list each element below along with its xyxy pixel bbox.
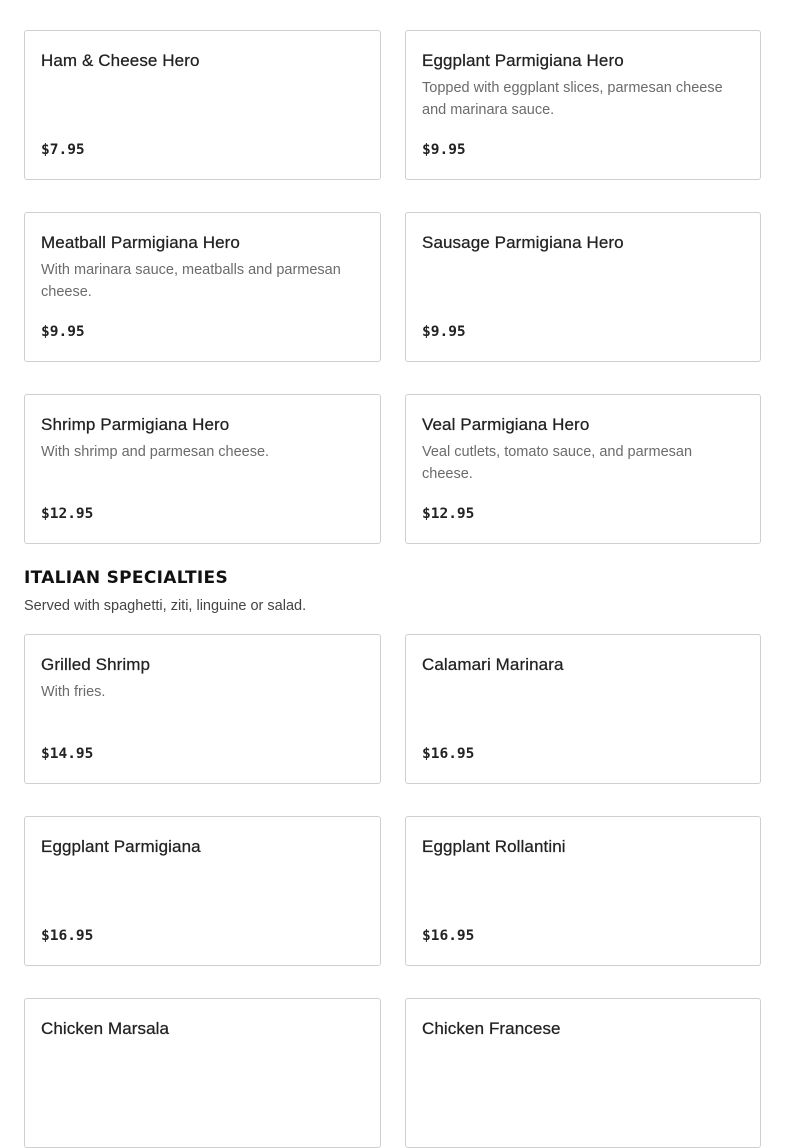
menu-item-name: Sausage Parmigiana Hero (422, 233, 624, 252)
menu-item-price: $7.95 (41, 142, 85, 158)
menu-item-price: $16.95 (41, 928, 94, 944)
menu-item-name: Meatball Parmigiana Hero (41, 233, 240, 252)
menu-item-card[interactable] (24, 30, 381, 180)
menu-item-description: With shrimp and parmesan cheese. (41, 444, 270, 460)
menu-item-price: $12.95 (422, 506, 475, 522)
menu-item-card[interactable] (405, 212, 761, 362)
menu-item-card[interactable] (24, 634, 381, 784)
menu-item-card[interactable] (24, 998, 381, 1148)
menu-item-card[interactable] (405, 634, 761, 784)
menu-item-price: $9.95 (41, 324, 85, 340)
section-subtitle: Served with spaghetti, ziti, linguine or salad. (24, 598, 307, 614)
menu-item-card[interactable] (24, 212, 381, 362)
menu-item-description: With fries. (41, 684, 106, 700)
menu-item-name: Shrimp Parmigiana Hero (41, 415, 230, 434)
menu-item-name: Ham & Cheese Hero (41, 51, 200, 70)
menu-item-card[interactable] (24, 816, 381, 966)
menu-item-price: $14.95 (41, 746, 94, 762)
menu-item-description: Topped with eggplant slices, parmesan cheese and marinara sauce. (422, 80, 723, 118)
menu-item-card[interactable] (405, 998, 761, 1148)
menu-item-card[interactable] (405, 816, 761, 966)
hero-menu-grid (24, 30, 761, 544)
menu-item-card[interactable] (24, 394, 381, 544)
menu-item-name: Eggplant Parmigiana Hero (422, 51, 624, 70)
menu-item-name: Veal Parmigiana Hero (422, 415, 590, 434)
menu-item-price: $16.95 (422, 928, 475, 944)
menu-item-description: Veal cutlets, tomato sauce, and parmesan cheese. (422, 444, 693, 482)
menu-item-name: Eggplant Rollantini (422, 837, 566, 856)
section-title: ITALIAN SPECIALTIES (24, 568, 228, 588)
italian-specialties-grid (24, 634, 761, 1148)
menu-item-name: Eggplant Parmigiana (41, 837, 201, 856)
menu-item-price: $16.95 (422, 746, 475, 762)
menu-item-price: $9.95 (422, 324, 466, 340)
menu-item-name: Chicken Marsala (41, 1019, 170, 1038)
menu-item-name: Calamari Marinara (422, 655, 564, 674)
menu-item-price: $12.95 (41, 506, 94, 522)
menu-item-name: Chicken Francese (422, 1019, 561, 1038)
menu-item-price: $9.95 (422, 142, 466, 158)
menu-item-card[interactable] (405, 394, 761, 544)
menu-item-card[interactable] (405, 30, 761, 180)
menu-item-name: Grilled Shrimp (41, 655, 151, 674)
menu-item-description: With marinara sauce, meatballs and parmesan cheese. (41, 262, 341, 300)
